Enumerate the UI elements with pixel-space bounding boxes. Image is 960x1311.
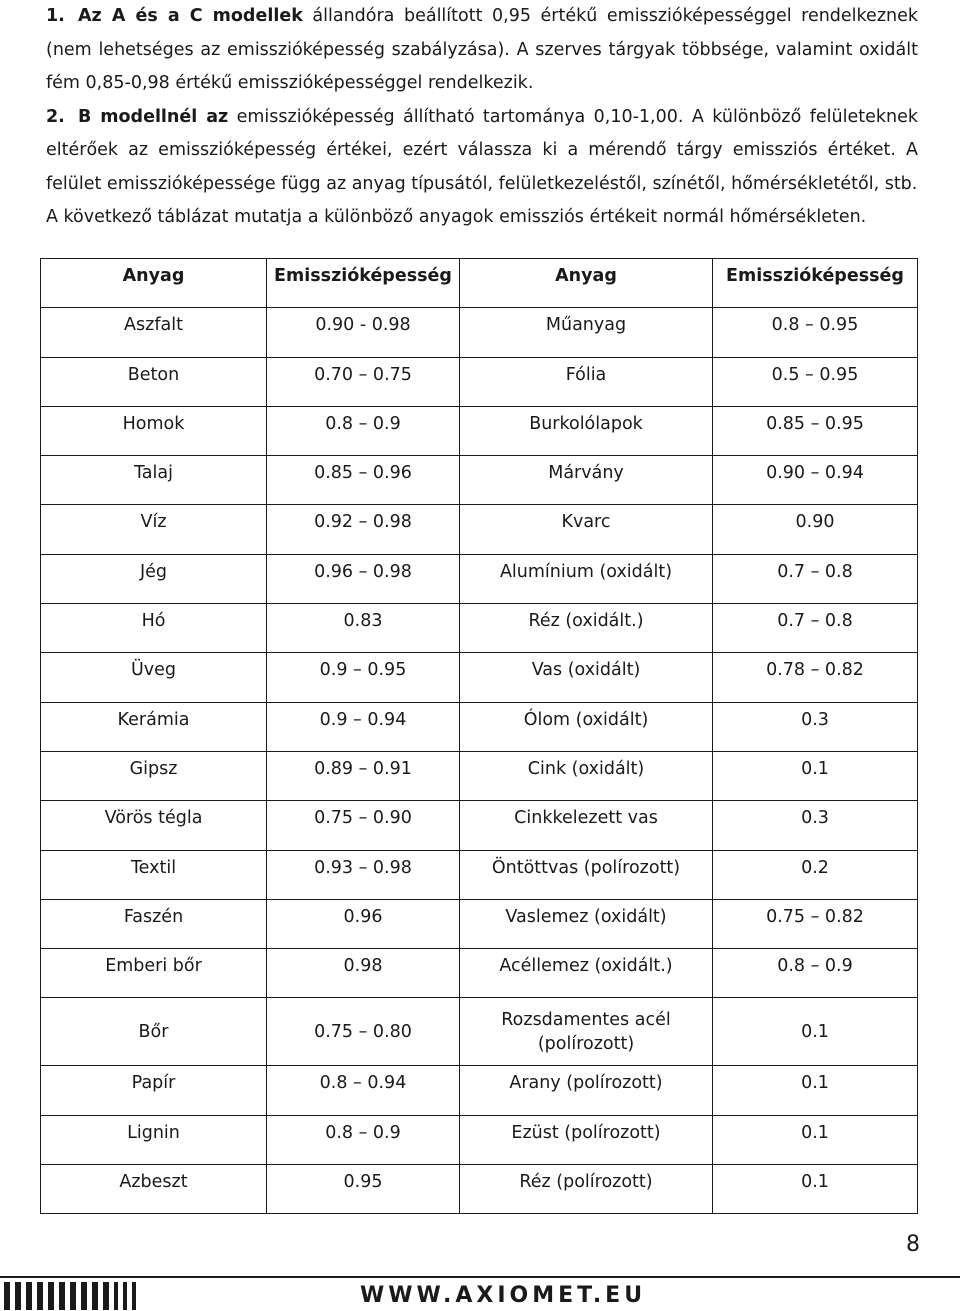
emissivity-cell: 0.3 bbox=[713, 801, 918, 850]
emissivity-cell: 0.2 bbox=[713, 850, 918, 899]
emissivity-cell: 0.8 – 0.9 bbox=[267, 1115, 460, 1164]
table-header-row bbox=[41, 259, 918, 308]
emissivity-cell: 0.90 – 0.94 bbox=[713, 456, 918, 505]
item-text: állandóra beállított 0,95 értékű emisszióképességgel rendelkeznek (nem lehetséges az emisszióképesség szabályzása). A szerves tárgyak többsége, valamint oxidált fém 0,85-0,98 értékű emisszióképességgel rendelkezik. bbox=[46, 6, 918, 93]
item-bold-lead: B modellnél az bbox=[78, 106, 229, 127]
emissivity-cell: 0.90 - 0.98 bbox=[267, 308, 460, 357]
material-cell: Ólom (oxidált) bbox=[460, 702, 713, 751]
item-number: 1. bbox=[46, 6, 65, 26]
material-cell: Kerámia bbox=[41, 702, 267, 751]
material-cell: Alumínium (oxidált) bbox=[460, 554, 713, 603]
table-row bbox=[41, 899, 918, 948]
material-cell: Burkolólapok bbox=[460, 406, 713, 455]
item-text: emisszióképesség állítható tartománya 0,10-1,00. A különböző felületeknek eltérőek az emisszióképesség értékei, ezért válassza ki a mérendő tárgy emissziós értéket. A felület emisszióképessége függ az anyag típusától, felületkezeléstől, színétől, hőmérsékletétől, stb. bbox=[46, 106, 918, 194]
material-cell: Faszén bbox=[41, 899, 267, 948]
material-cell: Cink (oxidált) bbox=[460, 751, 713, 800]
table-row bbox=[41, 998, 918, 1066]
material-cell: Azbeszt bbox=[41, 1165, 267, 1214]
emissivity-cell: 0.75 – 0.90 bbox=[267, 801, 460, 850]
intro-paragraph: A következő táblázat mutatja a különböző anyagok emissziós értékeit normál hőmérsékleten. bbox=[46, 207, 867, 227]
emissivity-cell: 0.96 – 0.98 bbox=[267, 554, 460, 603]
material-cell: Bőr bbox=[41, 998, 267, 1066]
emissivity-cell: 0.1 bbox=[713, 998, 918, 1066]
table-row bbox=[41, 801, 918, 850]
footer-divider bbox=[0, 1276, 960, 1278]
intro-text bbox=[46, 0, 918, 235]
table-row bbox=[41, 604, 918, 653]
page-number: 8 bbox=[906, 1232, 920, 1257]
material-cell: Cinkkelezett vas bbox=[460, 801, 713, 850]
material-cell: Ezüst (polírozott) bbox=[460, 1115, 713, 1164]
material-cell: Beton bbox=[41, 357, 267, 406]
website-url: WWW.AXIOMET.EU bbox=[360, 1283, 647, 1308]
table-row bbox=[41, 751, 918, 800]
emissivity-cell: 0.7 – 0.8 bbox=[713, 554, 918, 603]
emissivity-cell: 0.75 – 0.82 bbox=[713, 899, 918, 948]
item-number: 2. bbox=[46, 106, 65, 127]
material-cell: Műanyag bbox=[460, 308, 713, 357]
table-row bbox=[41, 406, 918, 455]
table-row bbox=[41, 308, 918, 357]
emissivity-cell: 0.8 – 0.95 bbox=[713, 308, 918, 357]
emissivity-cell: 0.3 bbox=[713, 702, 918, 751]
item-bold-lead: Az A és a C modellek bbox=[78, 6, 303, 26]
header-emissivity: Emisszióképesség bbox=[267, 259, 460, 308]
emissivity-cell: 0.93 – 0.98 bbox=[267, 850, 460, 899]
emissivity-cell: 0.89 – 0.91 bbox=[267, 751, 460, 800]
material-cell: Réz (oxidált.) bbox=[460, 604, 713, 653]
material-cell: Vas (oxidált) bbox=[460, 653, 713, 702]
table-row bbox=[41, 850, 918, 899]
material-cell: Kvarc bbox=[460, 505, 713, 554]
emissivity-cell: 0.1 bbox=[713, 1115, 918, 1164]
list-item-2 bbox=[46, 101, 918, 202]
table-row bbox=[41, 1165, 918, 1214]
emissivity-cell: 0.90 bbox=[713, 505, 918, 554]
emissivity-table bbox=[40, 258, 918, 1214]
table-row bbox=[41, 949, 918, 998]
emissivity-cell: 0.9 – 0.94 bbox=[267, 702, 460, 751]
material-cell: Vaslemez (oxidált) bbox=[460, 899, 713, 948]
material-cell: Homok bbox=[41, 406, 267, 455]
material-cell: Márvány bbox=[460, 456, 713, 505]
emissivity-cell: 0.83 bbox=[267, 604, 460, 653]
material-cell: Rozsdamentes acél (polírozott) bbox=[460, 998, 713, 1066]
table-row bbox=[41, 554, 918, 603]
emissivity-cell: 0.1 bbox=[713, 1165, 918, 1214]
emissivity-cell: 0.78 – 0.82 bbox=[713, 653, 918, 702]
emissivity-cell: 0.7 – 0.8 bbox=[713, 604, 918, 653]
material-cell: Réz (polírozott) bbox=[460, 1165, 713, 1214]
emissivity-cell: 0.8 – 0.9 bbox=[713, 949, 918, 998]
emissivity-cell: 0.9 – 0.95 bbox=[267, 653, 460, 702]
material-cell: Lignin bbox=[41, 1115, 267, 1164]
table-row bbox=[41, 456, 918, 505]
material-cell: Gipsz bbox=[41, 751, 267, 800]
material-cell: Arany (polírozott) bbox=[460, 1066, 713, 1115]
emissivity-cell: 0.8 – 0.9 bbox=[267, 406, 460, 455]
material-cell: Talaj bbox=[41, 456, 267, 505]
emissivity-cell: 0.85 – 0.95 bbox=[713, 406, 918, 455]
material-cell: Acéllemez (oxidált.) bbox=[460, 949, 713, 998]
emissivity-cell: 0.5 – 0.95 bbox=[713, 357, 918, 406]
barcode-logo-icon bbox=[4, 1282, 136, 1310]
material-cell: Papír bbox=[41, 1066, 267, 1115]
table-body bbox=[41, 308, 918, 1214]
emissivity-cell: 0.92 – 0.98 bbox=[267, 505, 460, 554]
material-cell: Fólia bbox=[460, 357, 713, 406]
table-row bbox=[41, 702, 918, 751]
material-cell: Vörös tégla bbox=[41, 801, 267, 850]
material-cell: Textil bbox=[41, 850, 267, 899]
emissivity-cell: 0.98 bbox=[267, 949, 460, 998]
material-cell: Hó bbox=[41, 604, 267, 653]
header-material: Anyag bbox=[41, 259, 267, 308]
list-item-1 bbox=[46, 0, 918, 101]
material-cell: Öntöttvas (polírozott) bbox=[460, 850, 713, 899]
emissivity-cell: 0.8 – 0.94 bbox=[267, 1066, 460, 1115]
emissivity-cell: 0.70 – 0.75 bbox=[267, 357, 460, 406]
emissivity-cell: 0.95 bbox=[267, 1165, 460, 1214]
table-row bbox=[41, 357, 918, 406]
table-row bbox=[41, 653, 918, 702]
emissivity-cell: 0.85 – 0.96 bbox=[267, 456, 460, 505]
material-cell: Jég bbox=[41, 554, 267, 603]
material-cell: Víz bbox=[41, 505, 267, 554]
header-emissivity: Emisszióképesség bbox=[713, 259, 918, 308]
material-cell: Üveg bbox=[41, 653, 267, 702]
header-material: Anyag bbox=[460, 259, 713, 308]
material-cell: Emberi bőr bbox=[41, 949, 267, 998]
emissivity-cell: 0.75 – 0.80 bbox=[267, 998, 460, 1066]
table-row bbox=[41, 505, 918, 554]
emissivity-cell: 0.1 bbox=[713, 1066, 918, 1115]
emissivity-cell: 0.96 bbox=[267, 899, 460, 948]
table-row bbox=[41, 1066, 918, 1115]
material-cell: Aszfalt bbox=[41, 308, 267, 357]
emissivity-cell: 0.1 bbox=[713, 751, 918, 800]
table-row bbox=[41, 1115, 918, 1164]
